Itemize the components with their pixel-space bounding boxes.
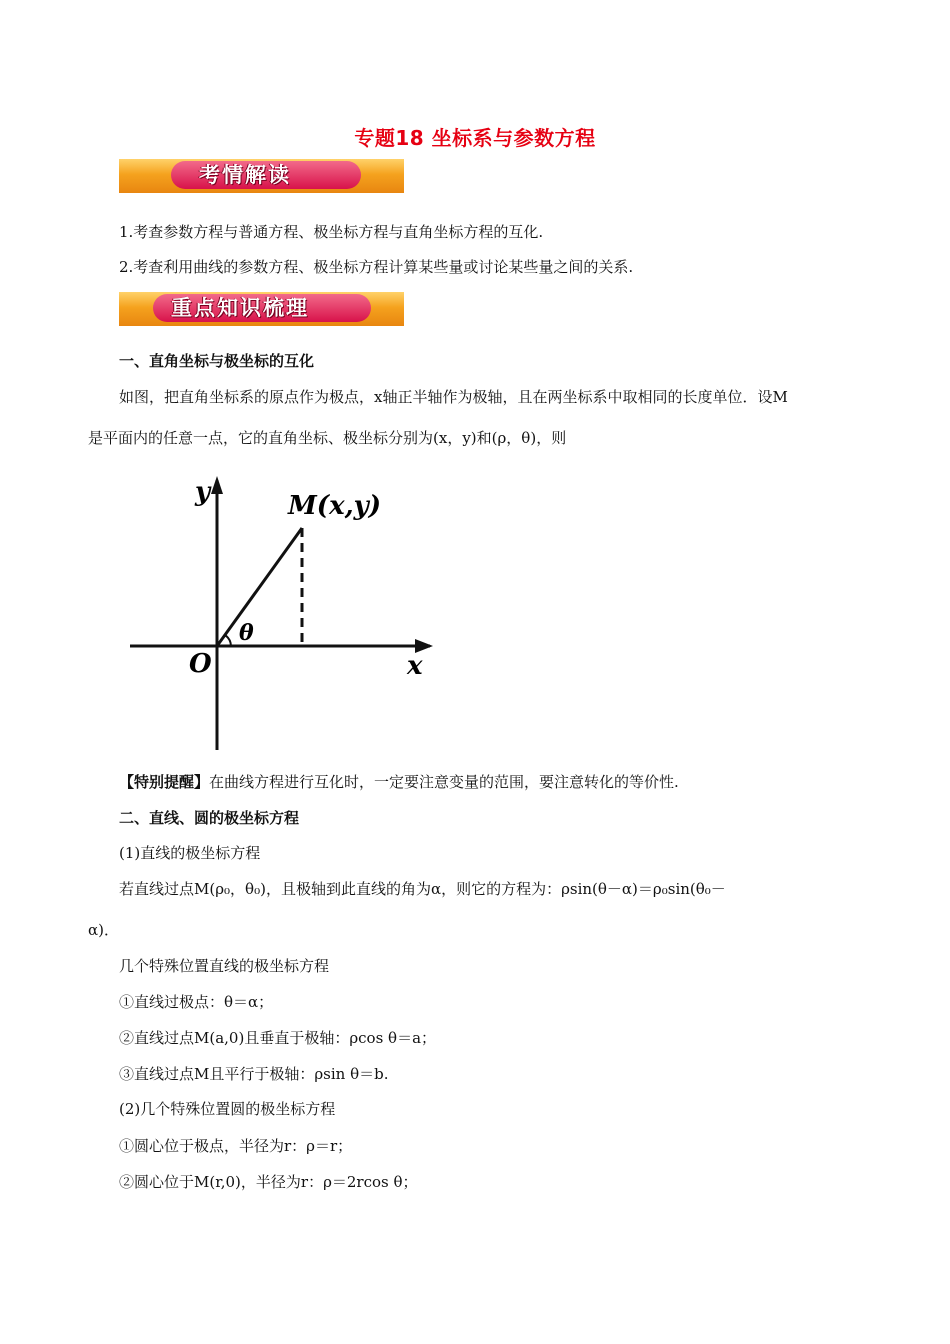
note-tag: 【特别提醒】	[119, 773, 210, 791]
angle-label: θ	[239, 620, 254, 646]
special-note	[119, 772, 679, 792]
angle-arc	[225, 635, 231, 646]
banner-key-knowledge	[119, 292, 404, 326]
section-2-heading: 二、直线、圆的极坐标方程	[119, 809, 300, 827]
special-circle-1: ①圆心位于极点，半径为r：ρ＝r；	[119, 1137, 353, 1155]
section-1-heading: 一、直角坐标与极坐标的互化	[119, 352, 315, 370]
banner-label: 考情解读	[199, 163, 291, 187]
intro-item-1: 1.考查参数方程与普通方程、极坐标方程与直角坐标方程的互化.	[119, 223, 544, 241]
radius-line	[217, 528, 302, 646]
special-circle-2: ②圆心位于M(r,0)，半径为r：ρ＝2rcos θ；	[119, 1173, 418, 1191]
polar-coordinate-figure	[125, 470, 445, 755]
page-title: 专题18 坐标系与参数方程	[354, 126, 596, 150]
special-line-2: ②直线过点M(a,0)且垂直于极轴：ρcos θ＝a；	[119, 1029, 437, 1047]
banner-label: 重点知识梳理	[171, 296, 309, 320]
x-axis-label: x	[407, 651, 423, 681]
point-label: M(x,y)	[288, 491, 382, 521]
note-text: 在曲线方程进行互化时，一定要注意变量的范围，要注意转化的等价性.	[209, 773, 679, 791]
special-line-3: ③直线过点M且平行于极轴：ρsin θ＝b.	[119, 1065, 389, 1083]
intro-item-2: 2.考查利用曲线的参数方程、极坐标方程计算某些量或讨论某些量之间的关系.	[119, 258, 634, 276]
y-axis-arrow	[211, 476, 223, 494]
special-line-1: ①直线过极点：θ＝α；	[119, 993, 274, 1011]
section-1-para-line-2: 是平面内的任意一点，它的直角坐标、极坐标分别为(x，y)和(ρ，θ)，则	[88, 429, 567, 447]
y-axis-label: y	[195, 477, 211, 507]
banner-exam-analysis	[119, 159, 404, 193]
line-equation-line-2: α)．	[88, 921, 119, 939]
line-equation-line-1: 若直线过点M(ρ₀，θ₀)，且极轴到此直线的角为α，则它的方程为：ρsin(θ－α)＝ρ₀sin(θ₀－	[119, 880, 726, 898]
section-1-para-line-1: 如图，把直角坐标系的原点作为极点，x轴正半轴作为极轴，且在两坐标系中取相同的长度单位．设M	[119, 388, 788, 406]
subheading-circle-equations: (2)几个特殊位置圆的极坐标方程	[119, 1100, 336, 1118]
subheading-line-equations: (1)直线的极坐标方程	[119, 844, 261, 862]
origin-label: O	[189, 649, 212, 679]
special-lines-intro: 几个特殊位置直线的极坐标方程	[119, 957, 330, 975]
